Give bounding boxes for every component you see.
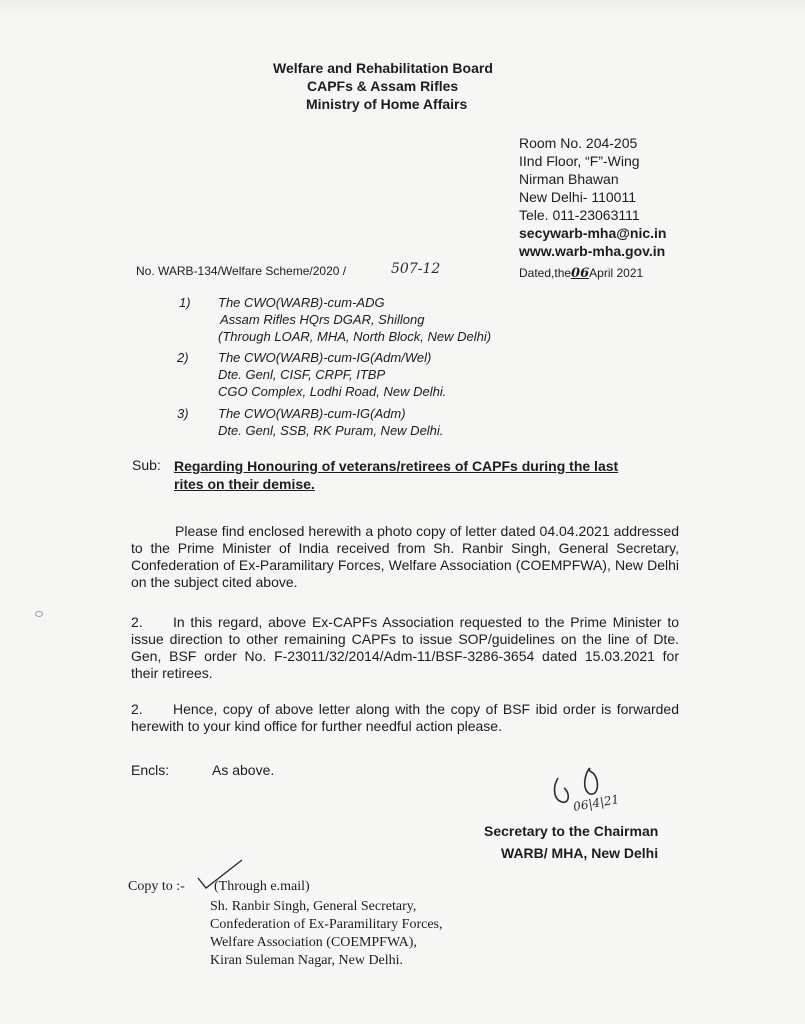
- addressee-2-line: The CWO(WARB)-cum-IG(Adm/Wel): [218, 350, 432, 365]
- paragraph-3-num: 2.: [131, 701, 143, 717]
- address-website: www.warb-mha.gov.in: [519, 243, 666, 259]
- address-tele: Tele. 011-23063111: [519, 207, 640, 223]
- enclosures-value: As above.: [212, 762, 275, 778]
- address-block: [519, 134, 666, 260]
- addressee-2-line: CGO Complex, Lodhi Road, New Delhi.: [218, 384, 447, 399]
- copy-to-line: Welfare Association (COEMPFWA),: [210, 935, 417, 950]
- copy-to-line: Kiran Suleman Nagar, New Delhi.: [210, 953, 404, 968]
- paragraph-3: Hence, copy of above letter along with the copy of BSF ibid order is forwarded herewith to your kind office for further needful action please.: [131, 701, 679, 734]
- address-email: secywarb-mha@nic.in: [519, 225, 667, 241]
- letterhead-line-2: CAPFs & Assam Rifles: [307, 78, 459, 94]
- addressee-2-line: Dte. Genl, CISF, CRPF, ITBP: [218, 367, 386, 382]
- addressee-3-line: Dte. Genl, SSB, RK Puram, New Delhi.: [218, 423, 444, 438]
- copy-to-label: Copy to :-: [128, 879, 185, 894]
- handwritten-number: 507-12: [391, 261, 441, 277]
- address-city: New Delhi- 110011: [519, 189, 636, 205]
- subject-text: [174, 457, 618, 493]
- dated-line: [519, 266, 643, 281]
- paragraph-2: In this regard, above Ex-CAPFs Association requested to the Prime Minister to issue direction to other remaining CAPFs to issue SOP/guidelines on the line of Dte. Gen, BSF order No. F-23011/32/2014/Adm-11/BSF-3286-3654 dated 15.03.2021 for their retirees.: [131, 614, 679, 681]
- addressee-1-line: Assam Rifles HQrs DGAR, Shillong: [220, 312, 425, 327]
- addressee-1-line: (Through LOAR, MHA, North Block, New Delhi): [218, 329, 492, 344]
- addressee-2-num: 2): [177, 350, 189, 365]
- copy-to-mode: (Through e.mail): [214, 879, 310, 894]
- subject-label: Sub:: [132, 457, 161, 473]
- addressee-3: [218, 405, 443, 439]
- addressee-2: [218, 349, 446, 400]
- addressee-1: [218, 294, 491, 345]
- dated-suffix: April 2021: [589, 266, 644, 280]
- paragraph-1: Please find enclosed herewith a photo copy of letter dated 04.04.2021 addressed to the Prime Minister of India received from Sh. Ranbir Singh, General Secretary, Confederation of Ex-Paramilitary Forces, Welfare Association (COEMPFWA), New Delhi on the subject cited above.: [131, 523, 679, 590]
- addressee-1-line: The CWO(WARB)-cum-ADG: [218, 295, 385, 310]
- dated-prefix: Dated,the: [519, 266, 572, 280]
- dated-day: 06: [571, 266, 590, 281]
- subject-line-2: rites on their demise.: [174, 476, 315, 492]
- punch-hole-mark: [35, 611, 43, 617]
- letterhead-line-1: Welfare and Rehabilitation Board: [273, 60, 493, 76]
- signature-date: 06|4|21: [572, 792, 621, 814]
- signature-mark: [540, 760, 650, 820]
- address-floor: IInd Floor, “F”-Wing: [519, 153, 640, 169]
- signature-title: Secretary to the Chairman: [484, 823, 659, 839]
- addressee-3-num: 3): [177, 406, 189, 421]
- subject-line-1: Regarding Honouring of veterans/retirees of CAPFs during the last: [174, 458, 619, 474]
- copy-to-line: Confederation of Ex-Paramilitary Forces,: [210, 917, 443, 932]
- addressee-1-num: 1): [179, 295, 191, 310]
- address-room: Room No. 204-205: [519, 135, 638, 151]
- enclosures-label: Encls:: [131, 762, 170, 778]
- letterhead-line-3: Ministry of Home Affairs: [306, 96, 468, 112]
- signature-office: WARB/ MHA, New Delhi: [501, 845, 659, 861]
- reference-number: No. WARB-134/Welfare Scheme/2020 /: [136, 264, 347, 278]
- paragraph-2-num: 2.: [131, 614, 143, 630]
- addressee-3-line: The CWO(WARB)-cum-IG(Adm): [218, 406, 406, 421]
- copy-to-line: Sh. Ranbir Singh, General Secretary,: [210, 899, 417, 914]
- address-building: Nirman Bhawan: [519, 171, 619, 187]
- copy-to-recipient: [210, 898, 442, 970]
